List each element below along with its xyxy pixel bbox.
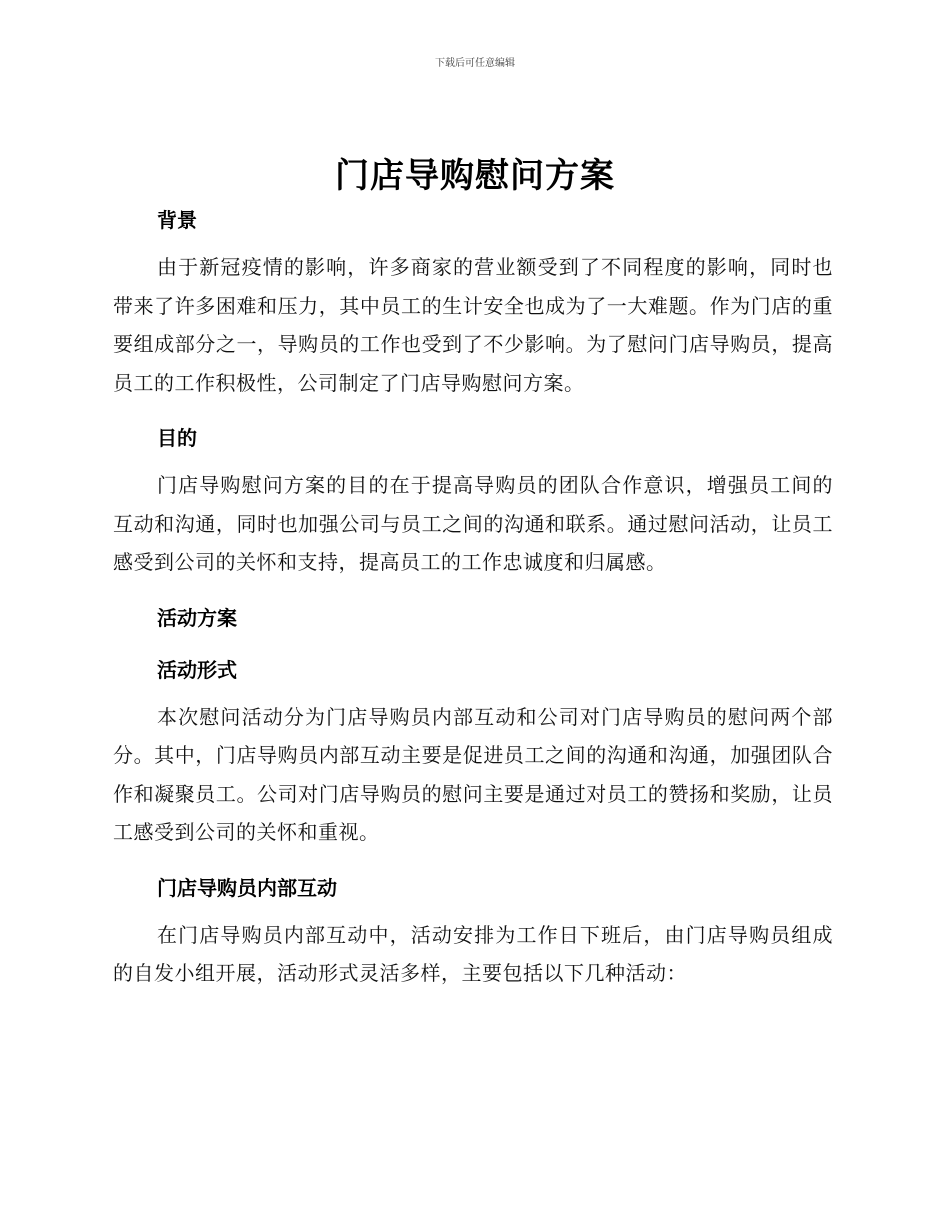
header-note: 下载后可任意编辑 xyxy=(435,58,515,69)
paragraph-internal: 在门店导购员内部互动中，活动安排为工作日下班后，由门店导购员组成的自发小组开展，活动形式灵活多样，主要包括以下几种活动： xyxy=(113,922,833,985)
paragraph-background: 由于新冠疫情的影响，许多商家的营业额受到了不同程度的影响，同时也带来了许多困难和压力，其中员工的生计安全也成为了一大难题。作为门店的重要组成部分之一，导购员的工作也受到了不少影响。为了慰问门店导购员，提高员工的工作积极性，公司制定了门店导购慰问方案。 xyxy=(113,255,833,395)
paragraph-purpose: 门店导购慰问方案的目的在于提高导购员的团队合作意识，增强员工间的互动和沟通，同时也加强公司与员工之间的沟通和联系。通过慰问活动，让员工感受到公司的关怀和支持，提高员工的工作忠诚度和归属感。 xyxy=(113,473,833,574)
section-heading-purpose: 目的 xyxy=(157,426,197,450)
section-heading-form: 活动形式 xyxy=(157,657,237,682)
section-heading-internal: 门店导购员内部互动 xyxy=(157,875,337,900)
document-title: 门店导购慰问方案 xyxy=(335,156,615,196)
paragraph-form: 本次慰问活动分为门店导购员内部互动和公司对门店导购员的慰问两个部分。其中，门店导购员内部互动主要是促进员工之间的沟通和沟通，加强团队合作和凝聚员工。公司对门店导购员的慰问主要是通过对员工的赞扬和奖励，让员工感受到公司的关怀和重视。 xyxy=(113,704,833,844)
document-body xyxy=(113,198,833,1007)
section-heading-background: 背景 xyxy=(157,208,197,232)
section-heading-plan: 活动方案 xyxy=(157,605,237,630)
